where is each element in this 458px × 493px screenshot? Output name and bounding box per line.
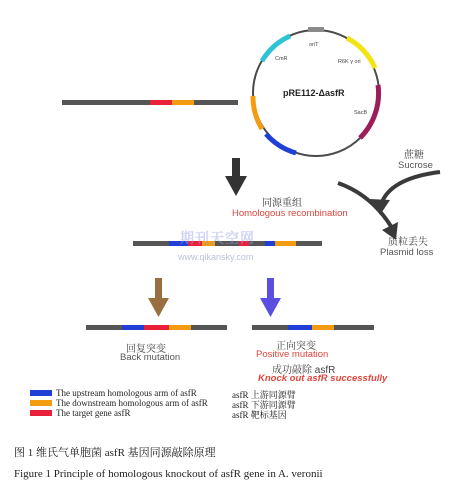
plasmid-name: pRE112-ΔasfR — [283, 88, 345, 98]
plasmid-loss-zh: 质粒丢失 — [388, 237, 428, 248]
watermark-url: www.qikansky.com — [178, 252, 254, 262]
watermark-title: 期刊天空网 — [180, 230, 255, 246]
legend-target-en: The target gene asfR — [56, 408, 131, 418]
recombination-en: Homologous recombination — [232, 208, 348, 219]
positive-mutation-en: Positive mutation — [256, 349, 329, 360]
positive-mutation-zh: 正向突变 — [276, 341, 316, 352]
plasmid-upstream-arc — [266, 134, 296, 153]
legend-upstream-en: The upstream homologous arm of asfR — [56, 388, 197, 398]
chromosome-wildtype — [62, 100, 238, 105]
positive-mutation-en2: Knock out asfR successfully — [258, 373, 388, 384]
legend-swatch-target — [30, 410, 52, 416]
legend-upstream-zh: asfR 上游同源臂 — [232, 390, 296, 400]
oriT-label: oriT — [309, 42, 319, 48]
sacb-label: SacB — [354, 110, 368, 116]
legend-downstream-en: The downstream homologous arm of asfR — [56, 398, 208, 408]
plasmid-loss-en: Plasmid loss — [380, 247, 434, 258]
chromosome-back-mutation — [86, 325, 227, 330]
recombination-zh: 同源重组 — [262, 198, 302, 209]
back-mutation-arrow — [148, 278, 169, 317]
oriT-marker — [308, 27, 324, 32]
r6k-label: R6K γ ori — [338, 59, 361, 65]
sucrose-en: Sucrose — [398, 160, 433, 171]
back-mutation-zh: 回复突变 — [126, 344, 166, 355]
cmr-label: CmR — [275, 56, 288, 62]
sucrose-zh: 蔗糖 — [404, 150, 424, 161]
legend-swatch-downstream — [30, 400, 52, 406]
chromosome-knockout — [252, 325, 374, 330]
figure-caption-en: Figure 1 Principle of homologous knockout of asfR gene in A. veronii — [14, 468, 323, 480]
positive-mutation-zh2: 成功敲除 asfR — [272, 365, 336, 376]
figure-caption-zh: 图 1 维氏气单胞菌 asfR 基因同源敲除原理 — [14, 447, 216, 459]
legend-target-zh: asfR 靶标基因 — [232, 410, 287, 420]
legend-swatch-upstream — [30, 390, 52, 396]
positive-mutation-arrow — [260, 278, 281, 317]
legend-downstream-zh: asfR 下游同源臂 — [232, 400, 296, 410]
back-mutation-en: Back mutation — [120, 352, 181, 363]
plasmid-downstream-arc — [253, 96, 262, 129]
sucrose-arrow — [370, 172, 440, 215]
down-arrow-recombination — [225, 158, 247, 196]
